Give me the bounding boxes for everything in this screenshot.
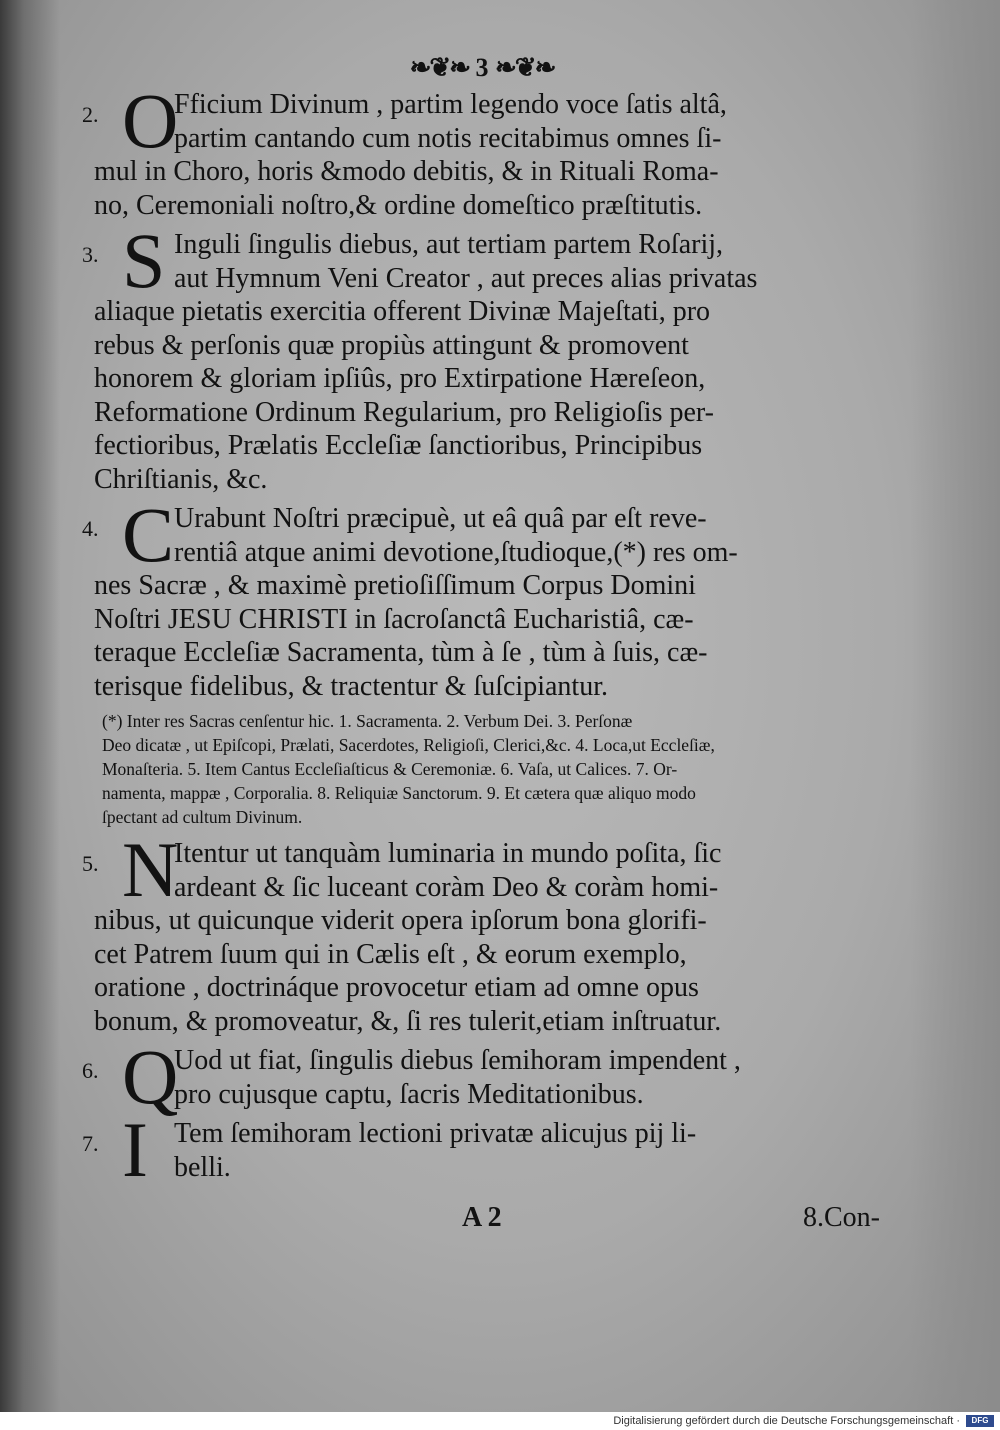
section-5 xyxy=(82,826,882,1038)
text-line: rebus & perſonis quæ propiùs attingunt & promovent xyxy=(94,329,689,361)
text-line: Uod ut fiat, ſingulis diebus ſemihoram impendent , xyxy=(174,1045,741,1076)
text-line: fectioribus, Prælatis Eccleſiæ ſanctioribus, Principibus xyxy=(94,430,703,461)
header-ornament-right: ❧❦❧ xyxy=(495,53,555,82)
attribution-bar xyxy=(0,1412,1000,1430)
footnote-line: Monaſteria. 5. Item Cantus Eccleſiaſticus & Ceremoniæ. 6. Vaſa, ut Calices. 7. Or- xyxy=(102,759,678,779)
drop-initial: C xyxy=(122,491,175,578)
text-line: Chriſtianis, &c. xyxy=(94,463,268,495)
footnote xyxy=(82,709,882,829)
text-line: aut Hymnum Veni Creator , aut preces alias privatas xyxy=(174,262,758,294)
text-line: ardeant & ſic luceant coràm Deo & coràm homi- xyxy=(174,871,719,903)
footnote-line: (*) Inter res Sacras cenſentur hic. 1. Sacramenta. 2. Verbum Dei. 3. Perſonæ xyxy=(102,711,633,731)
section-2 xyxy=(82,77,882,222)
text-line: Reformatione Ordinum Regularium, pro Religioſis per- xyxy=(94,396,714,428)
footnote-line: namenta, mappæ , Corporalia. 8. Reliquiæ Sanctorum. 9. Et cætera quæ aliquo modo xyxy=(102,783,696,803)
signature-mark: A 2 xyxy=(462,1202,502,1233)
page-text xyxy=(82,48,882,1252)
drop-initial: O xyxy=(122,77,179,164)
text-line: pro cujusque captu, ſacris Meditationibus. xyxy=(174,1078,644,1110)
attribution-text: Digitalisierung gefördert durch die Deutsche Forschungsgemeinschaft · xyxy=(613,1415,960,1427)
drop-initial: S xyxy=(122,217,166,304)
text-line: aliaque pietatis exercitia offerent Divinæ Majeſtati, pro xyxy=(94,296,711,327)
text-line: belli. xyxy=(174,1151,231,1183)
text-line: nes Sacræ , & maximè pretioſiſſimum Corpus Domini xyxy=(94,570,696,601)
section-number: 5. xyxy=(82,851,99,876)
page-footer xyxy=(82,1202,882,1252)
text-line: cet Patrem ſuum qui in Cælis eſt , & eorum exemplo, xyxy=(94,938,687,970)
text-line: teraque Eccleſiæ Sacramenta, tùm à ſe , tùm à ſuis, cæ- xyxy=(94,637,708,668)
page-header xyxy=(82,48,882,88)
section-number: 4. xyxy=(82,516,99,541)
text-line: terisque fidelibus, & tractentur & ſuſcipiantur. xyxy=(94,670,608,702)
text-line: oratione , doctrináque provocetur etiam ad omne opus xyxy=(94,972,699,1003)
section-6 xyxy=(82,1033,882,1120)
text-line: Fficium Divinum , partim legendo voce ſatis altâ, xyxy=(174,89,727,120)
dfg-logo: DFG xyxy=(966,1415,994,1427)
text-line: nibus, ut quicunque viderit opera ipſorum bona glorifi- xyxy=(94,905,707,936)
drop-initial: I xyxy=(122,1106,148,1193)
text-line: Noſtri JESU CHRISTI in ſacroſanctâ Eucharistiâ, cæ- xyxy=(94,603,694,635)
text-line: mul in Choro, horis &modo debitis, & in Rituali Roma- xyxy=(94,156,719,187)
footnote-line: Deo dicatæ , ut Epiſcopi, Prælati, Sacerdotes, Religioſi, Clerici,&c. 4. Loca,ut Eccleſiæ, xyxy=(102,735,715,755)
text-line: Itentur ut tanquàm luminaria in mundo poſita, ſic xyxy=(174,838,722,869)
section-7 xyxy=(82,1106,882,1193)
section-4 xyxy=(82,491,882,703)
section-number: 3. xyxy=(82,242,99,267)
section-number: 6. xyxy=(82,1058,99,1083)
section-number: 7. xyxy=(82,1131,99,1156)
header-ornament-left: ❧❦❧ xyxy=(409,53,469,82)
text-line: no, Ceremoniali noſtro,& ordine domeſtico præſtitutis. xyxy=(94,189,703,221)
text-line: rentiâ atque animi devotione,ſtudioque,(*) res om- xyxy=(174,536,738,568)
text-line: honorem & gloriam ipſiûs, pro Extirpatione Hæreſeon, xyxy=(94,363,706,394)
page-number: 3 xyxy=(475,53,489,82)
section-3 xyxy=(82,217,882,496)
text-line: partim cantando cum notis recitabimus omnes ſi- xyxy=(174,122,722,154)
text-line: Inguli ſingulis diebus, aut tertiam partem Roſarij, xyxy=(174,229,724,260)
text-line: Tem ſemihoram lectioni privatæ alicujus pij li- xyxy=(174,1118,697,1149)
text-line: bonum, & promoveatur, &, ſi res tulerit,etiam inſtruatur. xyxy=(94,1005,722,1037)
drop-initial: Q xyxy=(122,1033,179,1120)
footnote-line: ſpectant ad cultum Divinum. xyxy=(102,807,303,827)
catchword: 8.Con- xyxy=(803,1202,880,1233)
section-number: 2. xyxy=(82,102,99,127)
text-line: Urabunt Noſtri præcipuè, ut eâ quâ par eſt reve- xyxy=(174,503,707,534)
drop-initial: N xyxy=(122,826,179,913)
